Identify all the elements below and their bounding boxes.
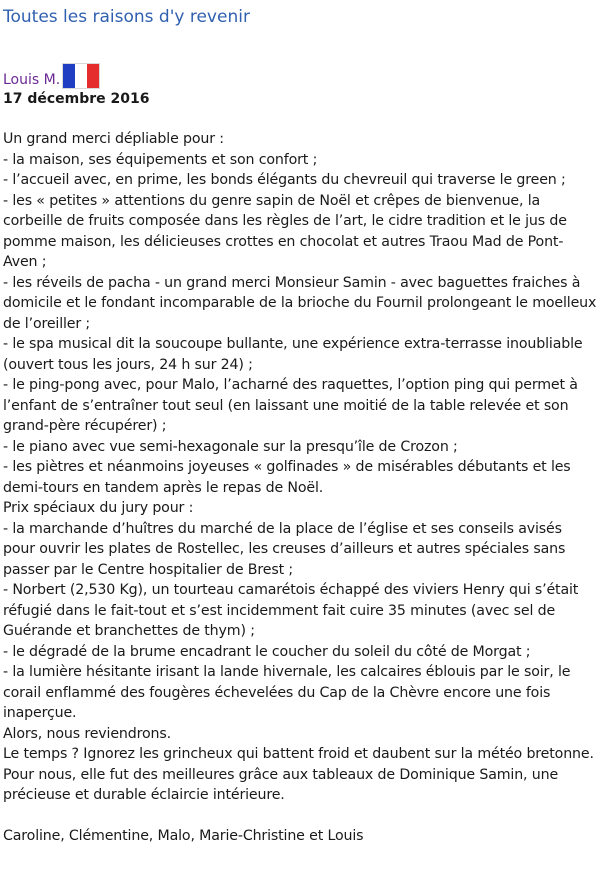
review-line: - la marchande d’huîtres du marché de la place de l’église et ses conseils avisés pour ouvrir les plates de Rostellec, les creuses d’ailleurs et autres spéciales sans passer par le Centre hospitalier de Brest ; (3, 520, 566, 578)
review-line: Un grand merci dépliable pour : (3, 131, 224, 147)
review-line: - l’accueil avec, en prime, les bonds élégants du chevreuil qui traverse le green ; (3, 172, 566, 188)
flag-stripe-blue (63, 64, 75, 88)
review-line: - les piètres et néanmoins joyeuses « golfinades » de misérables débutants et les demi-tours en tandem après le repas de Noël. (3, 459, 571, 496)
review-title: Toutes les raisons d'y revenir (3, 7, 250, 27)
review-date: 17 décembre 2016 (3, 91, 150, 107)
review-line: Le temps ? Ignorez les grincheux qui battent froid et daubent sur la météo bretonne. Pour nous, elle fut des meilleures grâce aux tableaux de Dominique Samin, une précieuse et durable éclaircie intérieure. (3, 746, 594, 803)
review-line: - le spa musical dit la soucoupe bullante, une expérience extra-terrasse inoubliable (ouvert tous les jours, 24 h sur 24) ; (3, 336, 583, 373)
review-line: - la lumière hésitante irisant la lande hivernale, les calcaires éblouis par le soir, le corail enflammé des fougères échevelées du Cap de la Chèvre encore une fois inaperçue. (3, 664, 571, 721)
author-row (3, 61, 597, 89)
review-line: - Norbert (2,530 Kg), un tourteau camarétois échappé des viviers Henry qui s’était réfugié dans le fait-tout et s’est incidemment fait cuire 35 minutes (avec sel de Guérande et branchettes de thym) ; (3, 582, 579, 639)
review-line: Alors, nous reviendrons. (3, 725, 171, 742)
review-line: - les « petites » attentions du genre sapin de Noël et crêpes de bienvenue, la corbeille de fruits composée dans les règles de l’art, le cidre tradition et le jus de pomme maison, les délicieuses crottes en chocolat et autres Traou Mad de Pont-Aven ; (3, 192, 567, 270)
author-name[interactable]: Louis M. (3, 72, 61, 88)
blank-line (3, 806, 597, 827)
france-flag-icon (62, 63, 100, 89)
review-signature: Caroline, Clémentine, Malo, Marie-Christine et Louis (3, 828, 364, 844)
review-line: - le ping-pong avec, pour Malo, l’acharné des raquettes, l’option ping qui permet à l’enfant de s’entraîner tout seul (en laissant une moitié de la table relevée et son grand-père récupérer) ; (3, 377, 578, 434)
review-line: Prix spéciaux du jury pour : (3, 500, 194, 516)
review-line: - le piano avec vue semi-hexagonale sur la presqu’île de Crozon ; (3, 438, 458, 455)
flag-stripe-red (87, 64, 99, 88)
review-line: - la maison, ses équipements et son confort ; (3, 151, 318, 168)
review-body (3, 129, 597, 847)
review-line: - le dégradé de la brume encadrant le coucher du soleil du côté de Morgat ; (3, 643, 531, 660)
review-line: - les réveils de pacha - un grand merci Monsieur Samin - avec baguettes fraiches à domicile et le fondant incomparable de la brioche du Fournil prolongeant le moelleux de l’oreiller ; (3, 274, 597, 332)
flag-stripe-white (75, 64, 87, 88)
